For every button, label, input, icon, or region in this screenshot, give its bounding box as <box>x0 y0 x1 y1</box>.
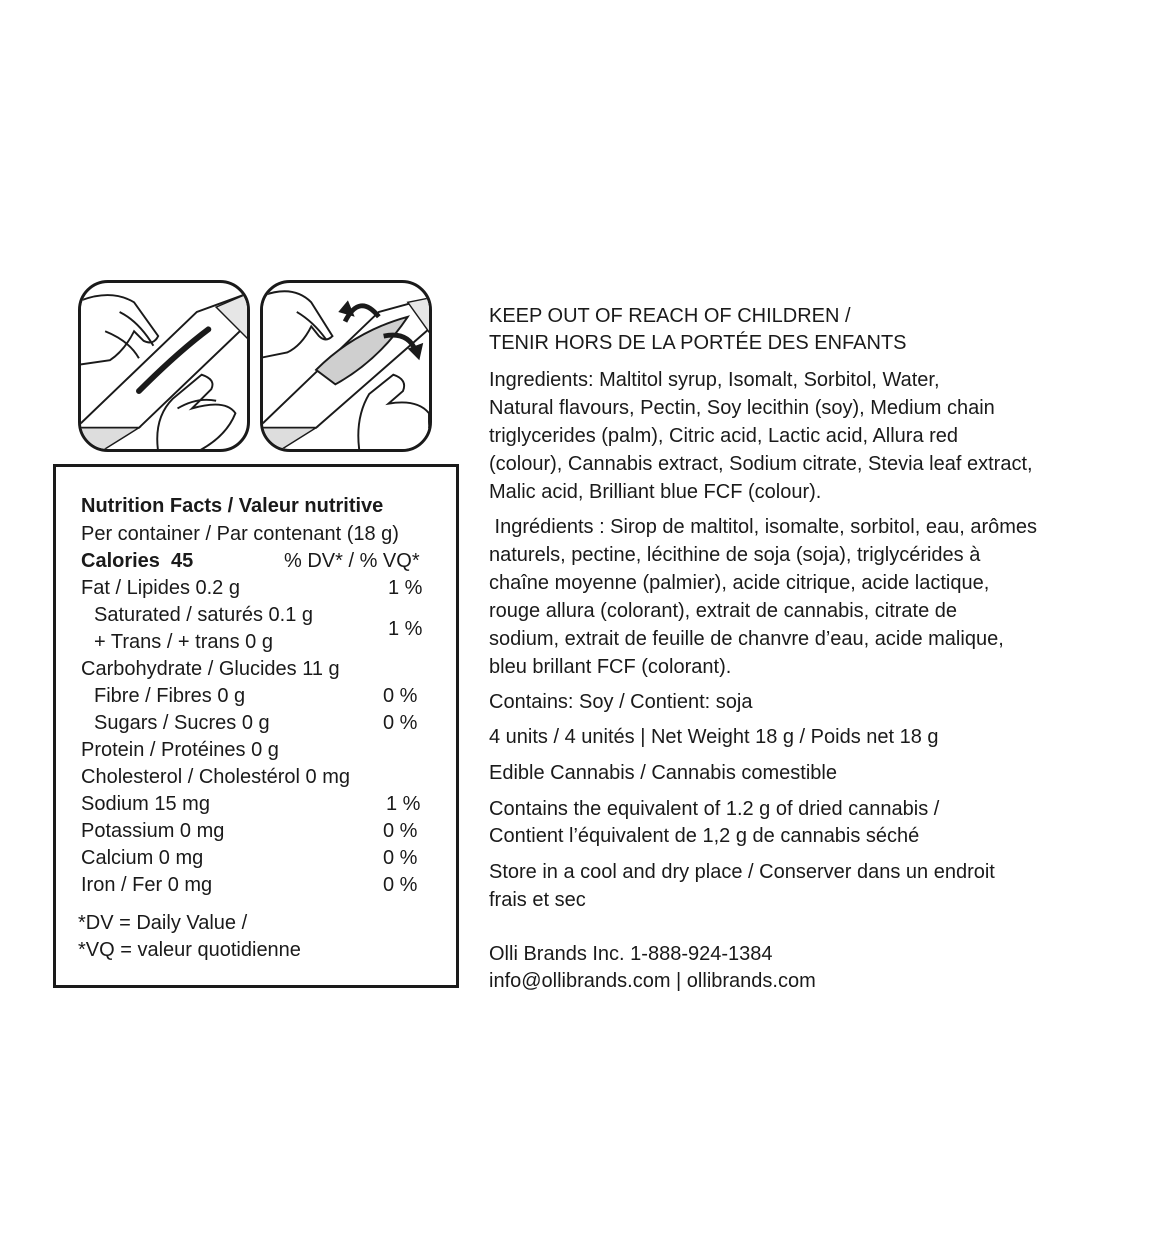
footnote-dv: *DV = Daily Value / <box>78 912 248 934</box>
ingredients-en-line: (colour), Cannabis extract, Sodium citrate, Stevia leaf extract, <box>489 453 1033 475</box>
calories: Calories 45 <box>81 550 194 572</box>
dv-sodium: 1 % <box>386 793 421 815</box>
ingredients-en-line: Natural flavours, Pectin, Soy lecithin (soy), Medium chain <box>489 397 995 419</box>
nutrient-sodium: Sodium 15 mg <box>81 793 210 815</box>
serving-size: Per container / Par contenant (18 g) <box>81 523 399 545</box>
dv-iron: 0 % <box>383 874 418 896</box>
tear-open-package-icon <box>78 280 250 452</box>
footnote-vq: *VQ = valeur quotidienne <box>78 939 301 961</box>
company-phone: Olli Brands Inc. 1-888-924-1384 <box>489 943 773 965</box>
nutrient-saturated: Saturated / saturés 0.1 g <box>94 604 314 626</box>
ingredients-fr-line: naturels, pectine, lécithine de soja (soja), triglycérides à <box>489 544 981 566</box>
ingredients-fr-line: chaîne moyenne (palmier), acide citrique, acide lactique, <box>489 572 990 594</box>
tear-open-package-illustration <box>81 283 247 449</box>
nutrition-facts-panel <box>53 464 459 988</box>
ingredients-fr-line: Ingrédients : Sirop de maltitol, isomalte, sorbitol, eau, arômes <box>489 516 1038 538</box>
dv-fibre: 0 % <box>383 685 418 707</box>
dv-fat: 1 % <box>388 577 423 599</box>
dv-header: % DV* / % VQ* <box>284 550 420 572</box>
storage-line: Store in a cool and dry place / Conserver dans un endroit <box>489 861 995 883</box>
nutrient-iron: Iron / Fer 0 mg <box>81 874 213 896</box>
allergen-statement: Contains: Soy / Contient: soja <box>489 691 753 713</box>
product-class: Edible Cannabis / Cannabis comestible <box>489 762 837 784</box>
dv-potassium: 0 % <box>383 820 418 842</box>
ingredients-en-line: Ingredients: Maltitol syrup, Isomalt, Sorbitol, Water, <box>489 369 940 391</box>
ingredients-fr-line: sodium, extrait de feuille de chanvre d’eau, acide malique, <box>489 628 1004 650</box>
dv-sugars: 0 % <box>383 712 418 734</box>
nutrient-trans: + Trans / + trans 0 g <box>94 631 273 653</box>
nutrient-calcium: Calcium 0 mg <box>81 847 204 869</box>
equivalent-en: Contains the equivalent of 1.2 g of dried cannabis / <box>489 798 940 820</box>
ingredients-fr-line: bleu brillant FCF (colorant). <box>489 656 732 678</box>
dv-calcium: 0 % <box>383 847 418 869</box>
open-package-arrows-icon <box>260 280 432 452</box>
ingredients-en-line: triglycerides (palm), Citric acid, Lactic acid, Allura red <box>489 425 959 447</box>
nutrient-potassium: Potassium 0 mg <box>81 820 225 842</box>
nutrient-cholesterol: Cholesterol / Cholestérol 0 mg <box>81 766 351 788</box>
warning-fr: TENIR HORS DE LA PORTÉE DES ENFANTS <box>489 332 907 354</box>
nutrition-title: Nutrition Facts / Valeur nutritive <box>81 495 384 517</box>
nutrient-protein: Protein / Protéines 0 g <box>81 739 279 761</box>
equivalent-fr: Contient l’équivalent de 1,2 g de cannabis séché <box>489 825 920 847</box>
company-contact: info@ollibrands.com | ollibrands.com <box>489 970 816 992</box>
ingredients-fr-line: rouge allura (colorant), extrait de cannabis, citrate de <box>489 600 958 622</box>
nutrient-fibre: Fibre / Fibres 0 g <box>94 685 246 707</box>
ingredients-en-line: Malic acid, Brilliant blue FCF (colour). <box>489 481 822 503</box>
nutrient-fat: Fat / Lipides 0.2 g <box>81 577 240 599</box>
open-package-illustration <box>263 283 429 449</box>
dv-sat-trans: 1 % <box>388 618 423 640</box>
storage-line: frais et sec <box>489 889 586 911</box>
net-weight: 4 units / 4 unités | Net Weight 18 g / Poids net 18 g <box>489 726 939 748</box>
nutrient-carbohydrate: Carbohydrate / Glucides 11 g <box>81 658 340 680</box>
nutrient-sugars: Sugars / Sucres 0 g <box>94 712 270 734</box>
warning-en: KEEP OUT OF REACH OF CHILDREN / <box>489 305 851 327</box>
